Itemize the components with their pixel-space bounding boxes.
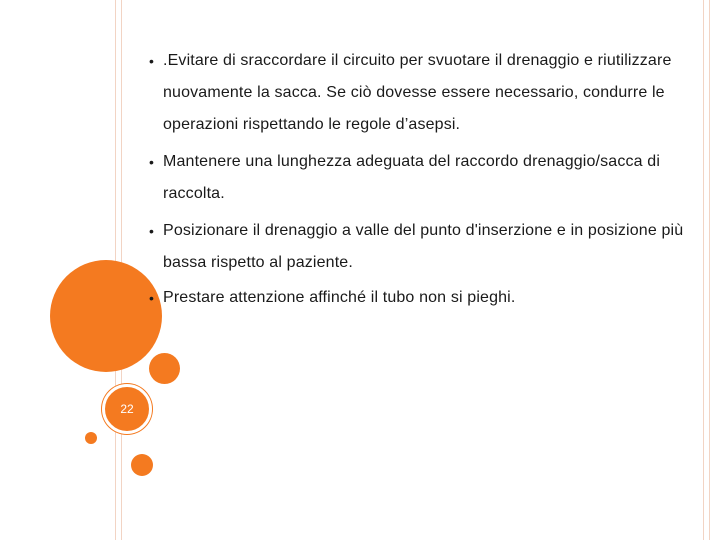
page-number: 22 <box>120 402 134 416</box>
bullet-marker: • <box>149 53 154 69</box>
decorative-circle-small <box>131 454 153 476</box>
decorative-line <box>709 0 710 540</box>
bullet-item <box>140 215 685 279</box>
bullet-item <box>140 45 685 141</box>
bullet-text: .Evitare di sraccordare il circuito per svuotare il drenaggio e riutilizzare nuovamente la sacca. Se ciò dovesse essere necessario, condurre le operazioni rispettando le regole d’asepsi. <box>163 52 672 133</box>
bullet-marker: • <box>149 154 154 170</box>
bullet-marker: • <box>149 223 154 239</box>
decorative-circle-small <box>149 353 180 384</box>
bullet-item <box>140 282 685 314</box>
bullet-item <box>140 146 685 210</box>
decorative-circle-tiny <box>85 432 97 444</box>
decorative-line <box>703 0 704 540</box>
bullet-text: Prestare attenzione affinché il tubo non si pieghi. <box>163 289 516 306</box>
bullet-text: Posizionare il drenaggio a valle del punto d'inserzione e in posizione più bassa rispetto al paziente. <box>163 222 684 271</box>
bullet-marker: • <box>149 290 154 306</box>
slide-content <box>140 45 685 314</box>
bullet-text: Mantenere una lunghezza adeguata del raccordo drenaggio/sacca di raccolta. <box>163 153 661 202</box>
